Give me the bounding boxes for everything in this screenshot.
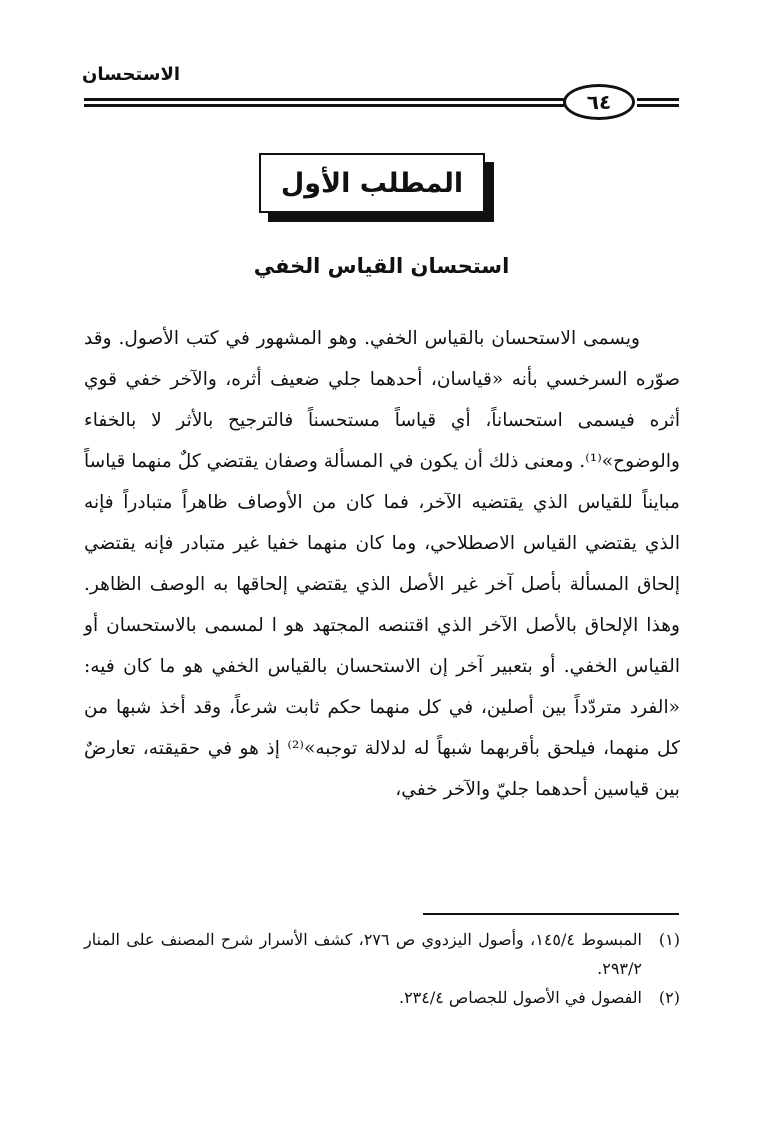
header-rule xyxy=(637,104,679,107)
header-rule xyxy=(84,98,564,101)
body-text xyxy=(84,318,680,810)
section-subtitle: استحسان القياس الخفي xyxy=(253,254,510,278)
header-rule xyxy=(637,98,679,101)
page-number: ٦٤ xyxy=(563,84,635,120)
footnote-text: المبسوط ١٤٥/٤، وأصول اليزدوي ص ٢٧٦، كشف الأسرار شرح المصنف على المنار ٢٩٣/٢. xyxy=(84,930,642,978)
footnote-number: (٢) xyxy=(658,988,680,1007)
header-rule xyxy=(84,104,564,107)
body-paragraph: ويسمى الاستحسان بالقياس الخفي. وهو المشهور في كتب الأصول. وقد صوّره السرخسي بأنه «قياسان، أحدهما جلي ضعيف أثره، والآخر خفي قوي أثره فيسمى استحساناً، أي قياساً مستحسناً فالترجيح بالأثر لا بالخفاء والوضوح»⁽¹⁾. ومعنى ذلك أن يكون في المسألة وصفان يقتضي كلٌ منهما قياساً مبايناً للقياس الذي يقتضيه الآخر، فما كان من الأوصاف ظاهراً متبادراً فإنه الذي يقتضي القياس الاصطلاحي، وما كان منهما خفيا غير متبادر فإنه يقتضي إلحاق المسألة بأصل آخر غير الأصل الذي يقتضي إلحاقها به الوصف الظاهر. وهذا الإلحاق بالأصل الآخر الذي اقتنصه المجتهد هو ا لمسمى بالاستحسان أو القياس الخفي. أو بتعبير آخر إن الاستحسان بالقياس الخفي هو ما كان فيه: «الفرد متردّداً بين أصلين، في كل منهما حكم ثابت شرعاً، وقد أخذ شبها من كل منهما، فيلحق بأقربهما شبهاً له لدلالة توجبه»⁽²⁾ إذ هو في حقيقته، تعارضٌ بين قياسين أحدهما جليّ والآخر خفي، xyxy=(84,328,680,800)
page-header xyxy=(0,0,763,130)
running-title: الاستحسان xyxy=(82,64,181,85)
footnote-number: (١) xyxy=(658,930,680,949)
footnote xyxy=(84,983,680,1012)
footnote-text: الفصول في الأصول للجصاص ٢٣٤/٤. xyxy=(398,988,642,1007)
footnote xyxy=(84,925,680,983)
section-title: المطلب الأول xyxy=(259,153,485,213)
footnotes xyxy=(84,925,680,1012)
footnote-separator xyxy=(423,913,679,915)
